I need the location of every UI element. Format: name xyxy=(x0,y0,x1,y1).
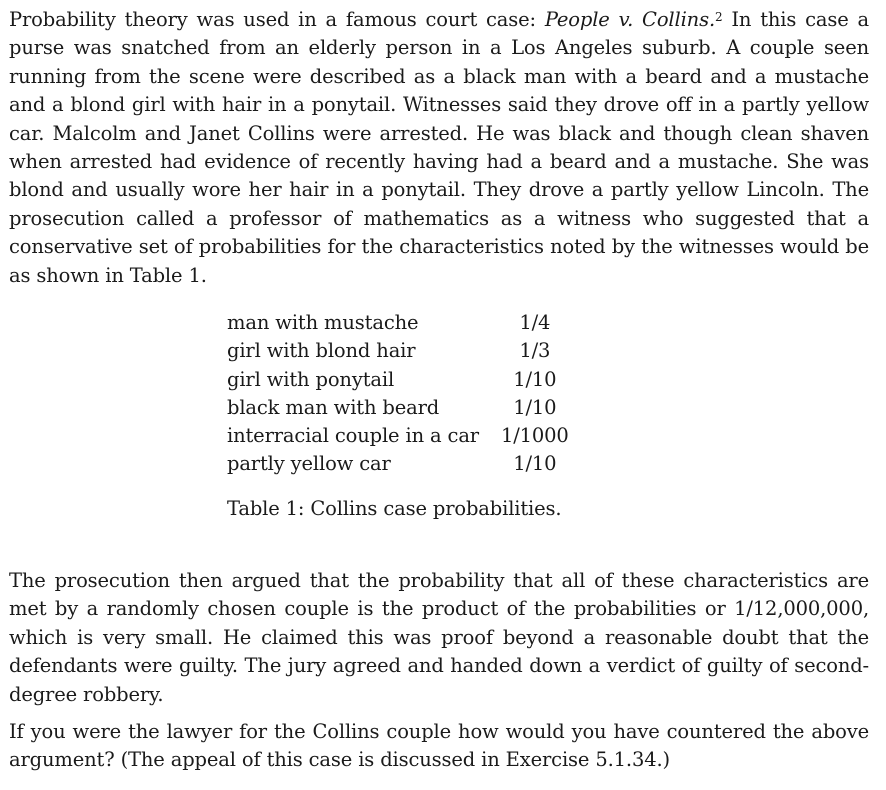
row-value: 1/3 xyxy=(519,339,551,363)
prosecution-paragraph: The prosecution then argued that the probability that all of these characteristics are met by a randomly chosen couple is the product of the probabilities or 1/12,000,000, which is very small. He claimed this was proof beyond a reasonable doubt that the defendants were guilty. The jury agreed and handed down a verdict of guilty of second-degree robbery. xyxy=(9,569,869,706)
table-caption: Table 1: Collins case probabilities. xyxy=(227,497,562,520)
intro-paragraph xyxy=(9,6,869,290)
row-label: girl with blond hair xyxy=(227,339,416,363)
row-label: black man with beard xyxy=(227,395,440,419)
row-value: 1/10 xyxy=(513,395,557,419)
row-value: 1/10 xyxy=(513,452,557,476)
question-paragraph-container xyxy=(9,718,869,775)
row-value: 1/4 xyxy=(519,311,551,334)
case-name: People v. Collins. xyxy=(544,8,715,31)
table-row xyxy=(227,366,569,394)
row-label: interracial couple in a car xyxy=(227,424,479,448)
row-value: 1/10 xyxy=(513,367,557,391)
table-row xyxy=(227,394,569,422)
document-page xyxy=(9,6,869,290)
row-label: partly yellow car xyxy=(227,452,391,476)
table-row xyxy=(227,309,569,337)
row-label: girl with ponytail xyxy=(227,367,395,391)
footnote-marker: 2 xyxy=(715,10,723,24)
row-label: man with mustache xyxy=(227,311,419,334)
intro-text-start: Probability theory was used in a famous court case: xyxy=(9,8,545,31)
prosecution-paragraph-container xyxy=(9,567,869,709)
table-row xyxy=(227,422,569,450)
probability-table xyxy=(227,309,569,479)
probability-table-container xyxy=(227,309,569,479)
table-row xyxy=(227,337,569,365)
table-row xyxy=(227,450,569,478)
row-value: 1/1000 xyxy=(500,424,569,448)
question-paragraph: If you were the lawyer for the Collins couple how would you have countered the above argument? (The appeal of this case is discussed in Exercise 5.1.34.) xyxy=(9,720,869,772)
intro-text-rest: In this case a purse was snatched from an elderly person in a Los Angeles suburb. A couple seen running from the scene were described as a black man with a beard and a mustache and a blond girl with hair in a ponytail. Witnesses said they drove off in a partly yellow car. Malcolm and Janet Collins were arrested. He was black and though clean shaven when arrested had evidence of recently having had a beard and a mustache. She was blond and usually wore her hair in a ponytail. They drove a partly yellow Lincoln. The prosecution called a professor of mathematics as a witness who suggested that a conservative set of probabilities for the characteristics noted by the witnesses would be as shown in Table 1. xyxy=(9,8,869,287)
